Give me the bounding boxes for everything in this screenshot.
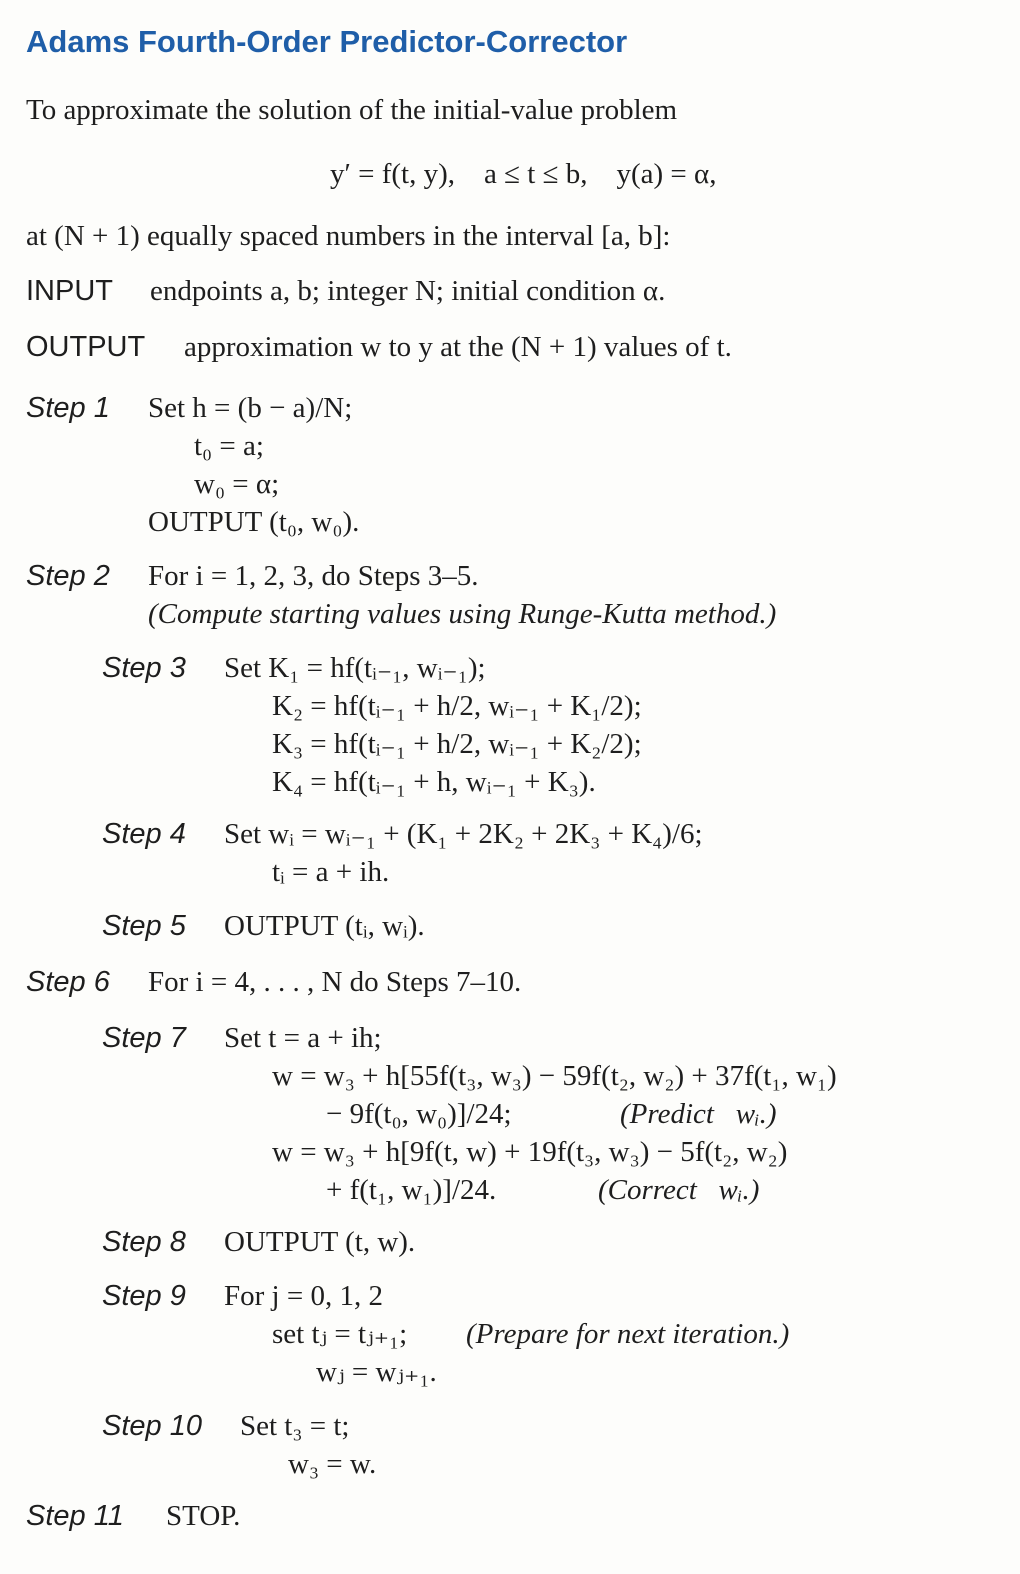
- step-5-line: OUTPUT (tᵢ, wᵢ).: [224, 910, 425, 942]
- step-1-line: t₀ = a;: [194, 430, 264, 462]
- step-3-line: Set K₁ = hf(tᵢ₋₁, wᵢ₋₁);: [224, 652, 486, 684]
- step-9-line: For j = 0, 1, 2: [224, 1280, 383, 1312]
- interval-text: at (N + 1) equally spaced numbers in the interval [a, b]:: [26, 220, 671, 252]
- step-7-line: + f(t₁, w₁)]/24.: [326, 1174, 497, 1206]
- output-text: approximation w to y at the (N + 1) values of t.: [184, 331, 732, 363]
- step-9-line: set tⱼ = tⱼ₊₁;: [272, 1318, 408, 1350]
- step-8-label: Step 8: [102, 1226, 186, 1258]
- step-1-line: Set h = (b − a)/N;: [148, 392, 353, 424]
- step-2-label: Step 2: [26, 560, 110, 592]
- step-2-line: For i = 1, 2, 3, do Steps 3–5.: [148, 560, 479, 592]
- step-10-line: Set t₃ = t;: [240, 1410, 350, 1442]
- step-11-label: Step 11: [26, 1500, 124, 1532]
- step-7-label: Step 7: [102, 1022, 186, 1054]
- output-label: OUTPUT: [26, 331, 146, 363]
- step-2-comment: (Compute starting values using Runge-Kutta method.): [148, 598, 777, 630]
- ivp-equation: y′ = f(t, y), a ≤ t ≤ b, y(a) = α,: [330, 158, 717, 190]
- step-1-label: Step 1: [26, 392, 110, 424]
- step-3-line: K₂ = hf(tᵢ₋₁ + h/2, wᵢ₋₁ + K₁/2);: [272, 690, 642, 722]
- page-title: Adams Fourth-Order Predictor-Corrector: [26, 24, 628, 59]
- step-3-line: K₄ = hf(tᵢ₋₁ + h, wᵢ₋₁ + K₃).: [272, 766, 596, 798]
- step-1-line: w₀ = α;: [194, 468, 280, 500]
- step-9-line: wⱼ = wⱼ₊₁.: [316, 1356, 437, 1388]
- step-7-line: − 9f(t₀, w₀)]/24;: [326, 1098, 512, 1130]
- step-9-label: Step 9: [102, 1280, 186, 1312]
- step-3-line: K₃ = hf(tᵢ₋₁ + h/2, wᵢ₋₁ + K₂/2);: [272, 728, 642, 760]
- step-6-label: Step 6: [26, 966, 110, 998]
- input-label: INPUT: [26, 275, 113, 307]
- step-10-line: w₃ = w.: [288, 1448, 377, 1480]
- input-text: endpoints a, b; integer N; initial condition α.: [150, 275, 666, 307]
- step-7-predict-comment: (Predict wᵢ.): [620, 1098, 777, 1130]
- step-6-line: For i = 4, . . . , N do Steps 7–10.: [148, 966, 522, 998]
- step-9-comment: (Prepare for next iteration.): [466, 1318, 790, 1350]
- step-7-correct-comment: (Correct wᵢ.): [598, 1174, 760, 1206]
- step-8-line: OUTPUT (t, w).: [224, 1226, 416, 1258]
- step-3-label: Step 3: [102, 652, 186, 684]
- step-4-line: Set wᵢ = wᵢ₋₁ + (K₁ + 2K₂ + 2K₃ + K₄)/6;: [224, 818, 703, 850]
- step-1-line: OUTPUT (t₀, w₀).: [148, 506, 360, 538]
- step-5-label: Step 5: [102, 910, 186, 942]
- step-4-line: tᵢ = a + ih.: [272, 856, 390, 888]
- step-7-line: w = w₃ + h[9f(t, w) + 19f(t₃, w₃) − 5f(t₂, w₂): [272, 1136, 788, 1168]
- intro-text: To approximate the solution of the initial-value problem: [26, 94, 678, 126]
- step-11-line: STOP.: [166, 1500, 241, 1532]
- step-7-line: Set t = a + ih;: [224, 1022, 382, 1054]
- step-4-label: Step 4: [102, 818, 186, 850]
- step-7-line: w = w₃ + h[55f(t₃, w₃) − 59f(t₂, w₂) + 37f(t₁, w₁): [272, 1060, 837, 1092]
- step-10-label: Step 10: [102, 1410, 202, 1442]
